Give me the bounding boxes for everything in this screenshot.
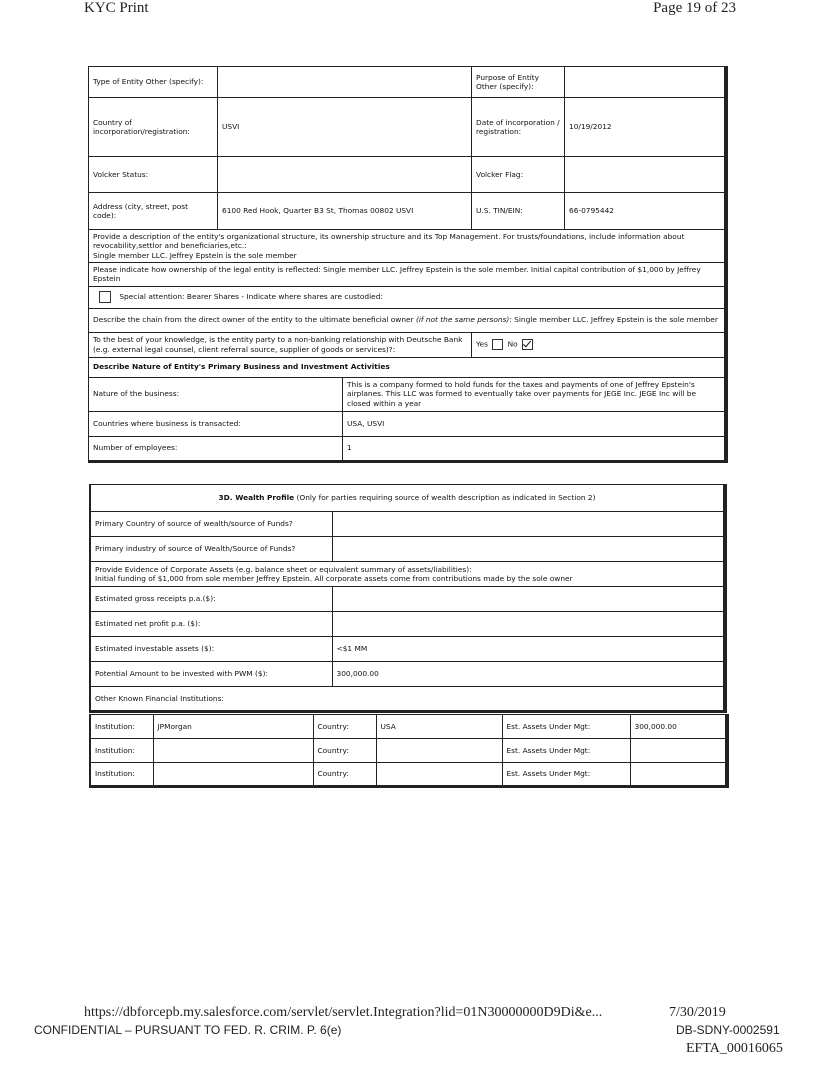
- table-row: [90, 562, 725, 587]
- industry-source-label: Primary industry of source of Wealth/Source of Funds?: [90, 537, 332, 562]
- evidence-answer: Initial funding of $1,000 from sole member Jeffrey Epstein. All corporate assets come from contributions made by the sole owner: [95, 574, 573, 583]
- table-row: [90, 637, 725, 662]
- purpose-entity-other-value: [565, 67, 726, 98]
- yes-label: Yes: [476, 339, 488, 349]
- institution-label: Institution:: [90, 739, 153, 763]
- address-label: Address (city, street, post code):: [89, 193, 218, 230]
- ownership-description: Please indicate how ownership of the legal entity is reflected: Single member LLC. Jeffrey Epstein is the sole member. Initial capital contribution of $1,000 by Jeffrey Epstein: [89, 263, 726, 287]
- employees-value: 1: [343, 436, 726, 461]
- assets-under-mgt-label: Est. Assets Under Mgt:: [502, 763, 630, 787]
- institution-label: Institution:: [90, 715, 153, 739]
- ownership-chain: [89, 308, 726, 332]
- institution-country: USA: [376, 715, 502, 739]
- net-profit-label: Estimated net profit p.a. ($):: [90, 612, 332, 637]
- employees-label: Number of employees:: [89, 436, 343, 461]
- table-row: [90, 662, 725, 687]
- footer-url: https://dbforcepb.my.salesforce.com/servlet/servlet.Integration?lid=01N30000000D9Di&e...: [84, 1005, 603, 1020]
- confidential-notice: CONFIDENTIAL – PURSUANT TO FED. R. CRIM. P. 6(e): [34, 1023, 342, 1037]
- country-source-label: Primary Country of source of wealth/source of Funds?: [90, 512, 332, 537]
- institution-country: [376, 763, 502, 787]
- chain-text-start: Describe the chain from the direct owner of the entity to the ultimate beneficial owner: [93, 315, 416, 325]
- bearer-shares-label: Special attention: Bearer Shares - Indicate where shares are custodied:: [119, 292, 383, 301]
- investable-assets-label: Estimated investable assets ($):: [90, 637, 332, 662]
- structure-description: [89, 230, 726, 263]
- business-value: This is a company formed to hold funds for the taxes and payments of one of Jeffrey Epstein's airplanes. This LLC was formed to eventually take over payments for JEGE Inc. JEGE Inc will be closed within a year: [343, 377, 726, 411]
- gross-receipts-label: Estimated gross receipts p.a.($):: [90, 587, 332, 612]
- table-row: [89, 436, 726, 461]
- efta-number: EFTA_00016065: [686, 1041, 783, 1056]
- volcker-status-value: [218, 157, 472, 193]
- country-incorporation-value: USVI: [218, 98, 472, 157]
- table-row: [89, 332, 726, 357]
- relationship-answer: [472, 332, 726, 357]
- assets-under-mgt-label: Est. Assets Under Mgt:: [502, 739, 630, 763]
- countries-value: USA, USVI: [343, 411, 726, 436]
- wealth-profile-heading: [90, 485, 725, 512]
- country-incorporation-label: Country of incorporation/registration:: [89, 98, 218, 157]
- country-source-value: [332, 512, 725, 537]
- institution-name: JPMorgan: [153, 715, 313, 739]
- wealth-heading-note: (Only for parties requiring source of wealth description as indicated in Section 2): [294, 493, 596, 503]
- table-row: [89, 230, 726, 263]
- table-row: [89, 67, 726, 98]
- country-label: Country:: [313, 763, 376, 787]
- table-row: [89, 157, 726, 193]
- structure-answer: Single member LLC. Jeffrey Epstein is the sole member: [93, 250, 297, 260]
- institutions-table: [89, 714, 729, 788]
- table-row: [89, 98, 726, 157]
- table-row: [90, 739, 727, 763]
- table-row: [90, 485, 725, 512]
- other-institutions-label: Other Known Financial Institutions:: [90, 687, 725, 712]
- table-row: [90, 687, 725, 712]
- business-label: Nature of the business:: [89, 377, 343, 411]
- institution-country: [376, 739, 502, 763]
- address-value: 6100 Red Hook, Quarter B3 St, Thomas 00802 USVI: [218, 193, 472, 230]
- yes-checkbox[interactable]: [492, 339, 503, 350]
- country-label: Country:: [313, 715, 376, 739]
- potential-amount-value: 300,000.00: [332, 662, 725, 687]
- institution-name: [153, 763, 313, 787]
- table-row: [89, 286, 726, 308]
- print-header-title: KYC Print: [84, 0, 149, 16]
- net-profit-value: [332, 612, 725, 637]
- relationship-question: To the best of your knowledge, is the entity party to a non-banking relationship with Deutsche Bank (e.g. external legal counsel, client referral source, supplier of goods or services)?:: [89, 332, 472, 357]
- corporate-assets-evidence: [90, 562, 725, 587]
- volcker-status-label: Volcker Status:: [89, 157, 218, 193]
- bearer-shares-checkbox[interactable]: [99, 291, 111, 303]
- table-row: [89, 411, 726, 436]
- table-row: [89, 357, 726, 377]
- chain-text-italic: (if not the same persons): [415, 315, 510, 325]
- institution-assets: [630, 763, 727, 787]
- nature-heading: Describe Nature of Entity's Primary Business and Investment Activities: [89, 357, 726, 377]
- page-number: Page 19 of 23: [653, 0, 736, 16]
- bates-number: DB-SDNY-0002591: [676, 1023, 780, 1037]
- table-row: [89, 308, 726, 332]
- bearer-shares-row: [89, 286, 726, 308]
- date-incorporation-value: 10/19/2012: [565, 98, 726, 157]
- volcker-flag-value: [565, 157, 726, 193]
- type-entity-other-value: [218, 67, 472, 98]
- wealth-profile-table: [89, 484, 727, 713]
- structure-question: Provide a description of the entity's organizational structure, its ownership structure and its Top Management. For trusts/foundations, include information about revocability,settlor and beneficiaries,etc.:: [93, 232, 685, 251]
- table-row: [90, 763, 727, 787]
- table-row: [89, 377, 726, 411]
- date-incorporation-label: Date of incorporation / registration:: [472, 98, 565, 157]
- assets-under-mgt-label: Est. Assets Under Mgt:: [502, 715, 630, 739]
- chain-text-end: : Single member LLC. Jeffrey Epstein is the sole member: [509, 315, 718, 325]
- table-row: [89, 193, 726, 230]
- industry-source-value: [332, 537, 725, 562]
- type-entity-other-label: Type of Entity Other (specify):: [89, 67, 218, 98]
- institution-label: Institution:: [90, 763, 153, 787]
- institution-assets: [630, 739, 727, 763]
- table-row: [90, 715, 727, 739]
- table-row: [90, 512, 725, 537]
- investable-assets-value: <$1 MM: [332, 637, 725, 662]
- countries-label: Countries where business is transacted:: [89, 411, 343, 436]
- institution-assets: 300,000.00: [630, 715, 727, 739]
- entity-info-table: [88, 66, 728, 463]
- footer-date: 7/30/2019: [669, 1005, 726, 1020]
- volcker-flag-label: Volcker Flag:: [472, 157, 565, 193]
- wealth-heading-title: 3D. Wealth Profile: [218, 493, 295, 503]
- tin-label: U.S. TIN/EIN:: [472, 193, 565, 230]
- potential-amount-label: Potential Amount to be invested with PWM ($):: [90, 662, 332, 687]
- table-row: [90, 612, 725, 637]
- country-label: Country:: [313, 739, 376, 763]
- institution-name: [153, 739, 313, 763]
- gross-receipts-value: [332, 587, 725, 612]
- tin-value: 66-0795442: [565, 193, 726, 230]
- no-label: No: [507, 339, 518, 349]
- no-checkbox[interactable]: [522, 339, 533, 350]
- table-row: [89, 263, 726, 287]
- evidence-question: Provide Evidence of Corporate Assets (e.g. balance sheet or equivalent summary of assets/liabilities):: [95, 564, 472, 574]
- table-row: [90, 537, 725, 562]
- table-row: [90, 587, 725, 612]
- purpose-entity-other-label: Purpose of Entity Other (specify):: [472, 67, 565, 98]
